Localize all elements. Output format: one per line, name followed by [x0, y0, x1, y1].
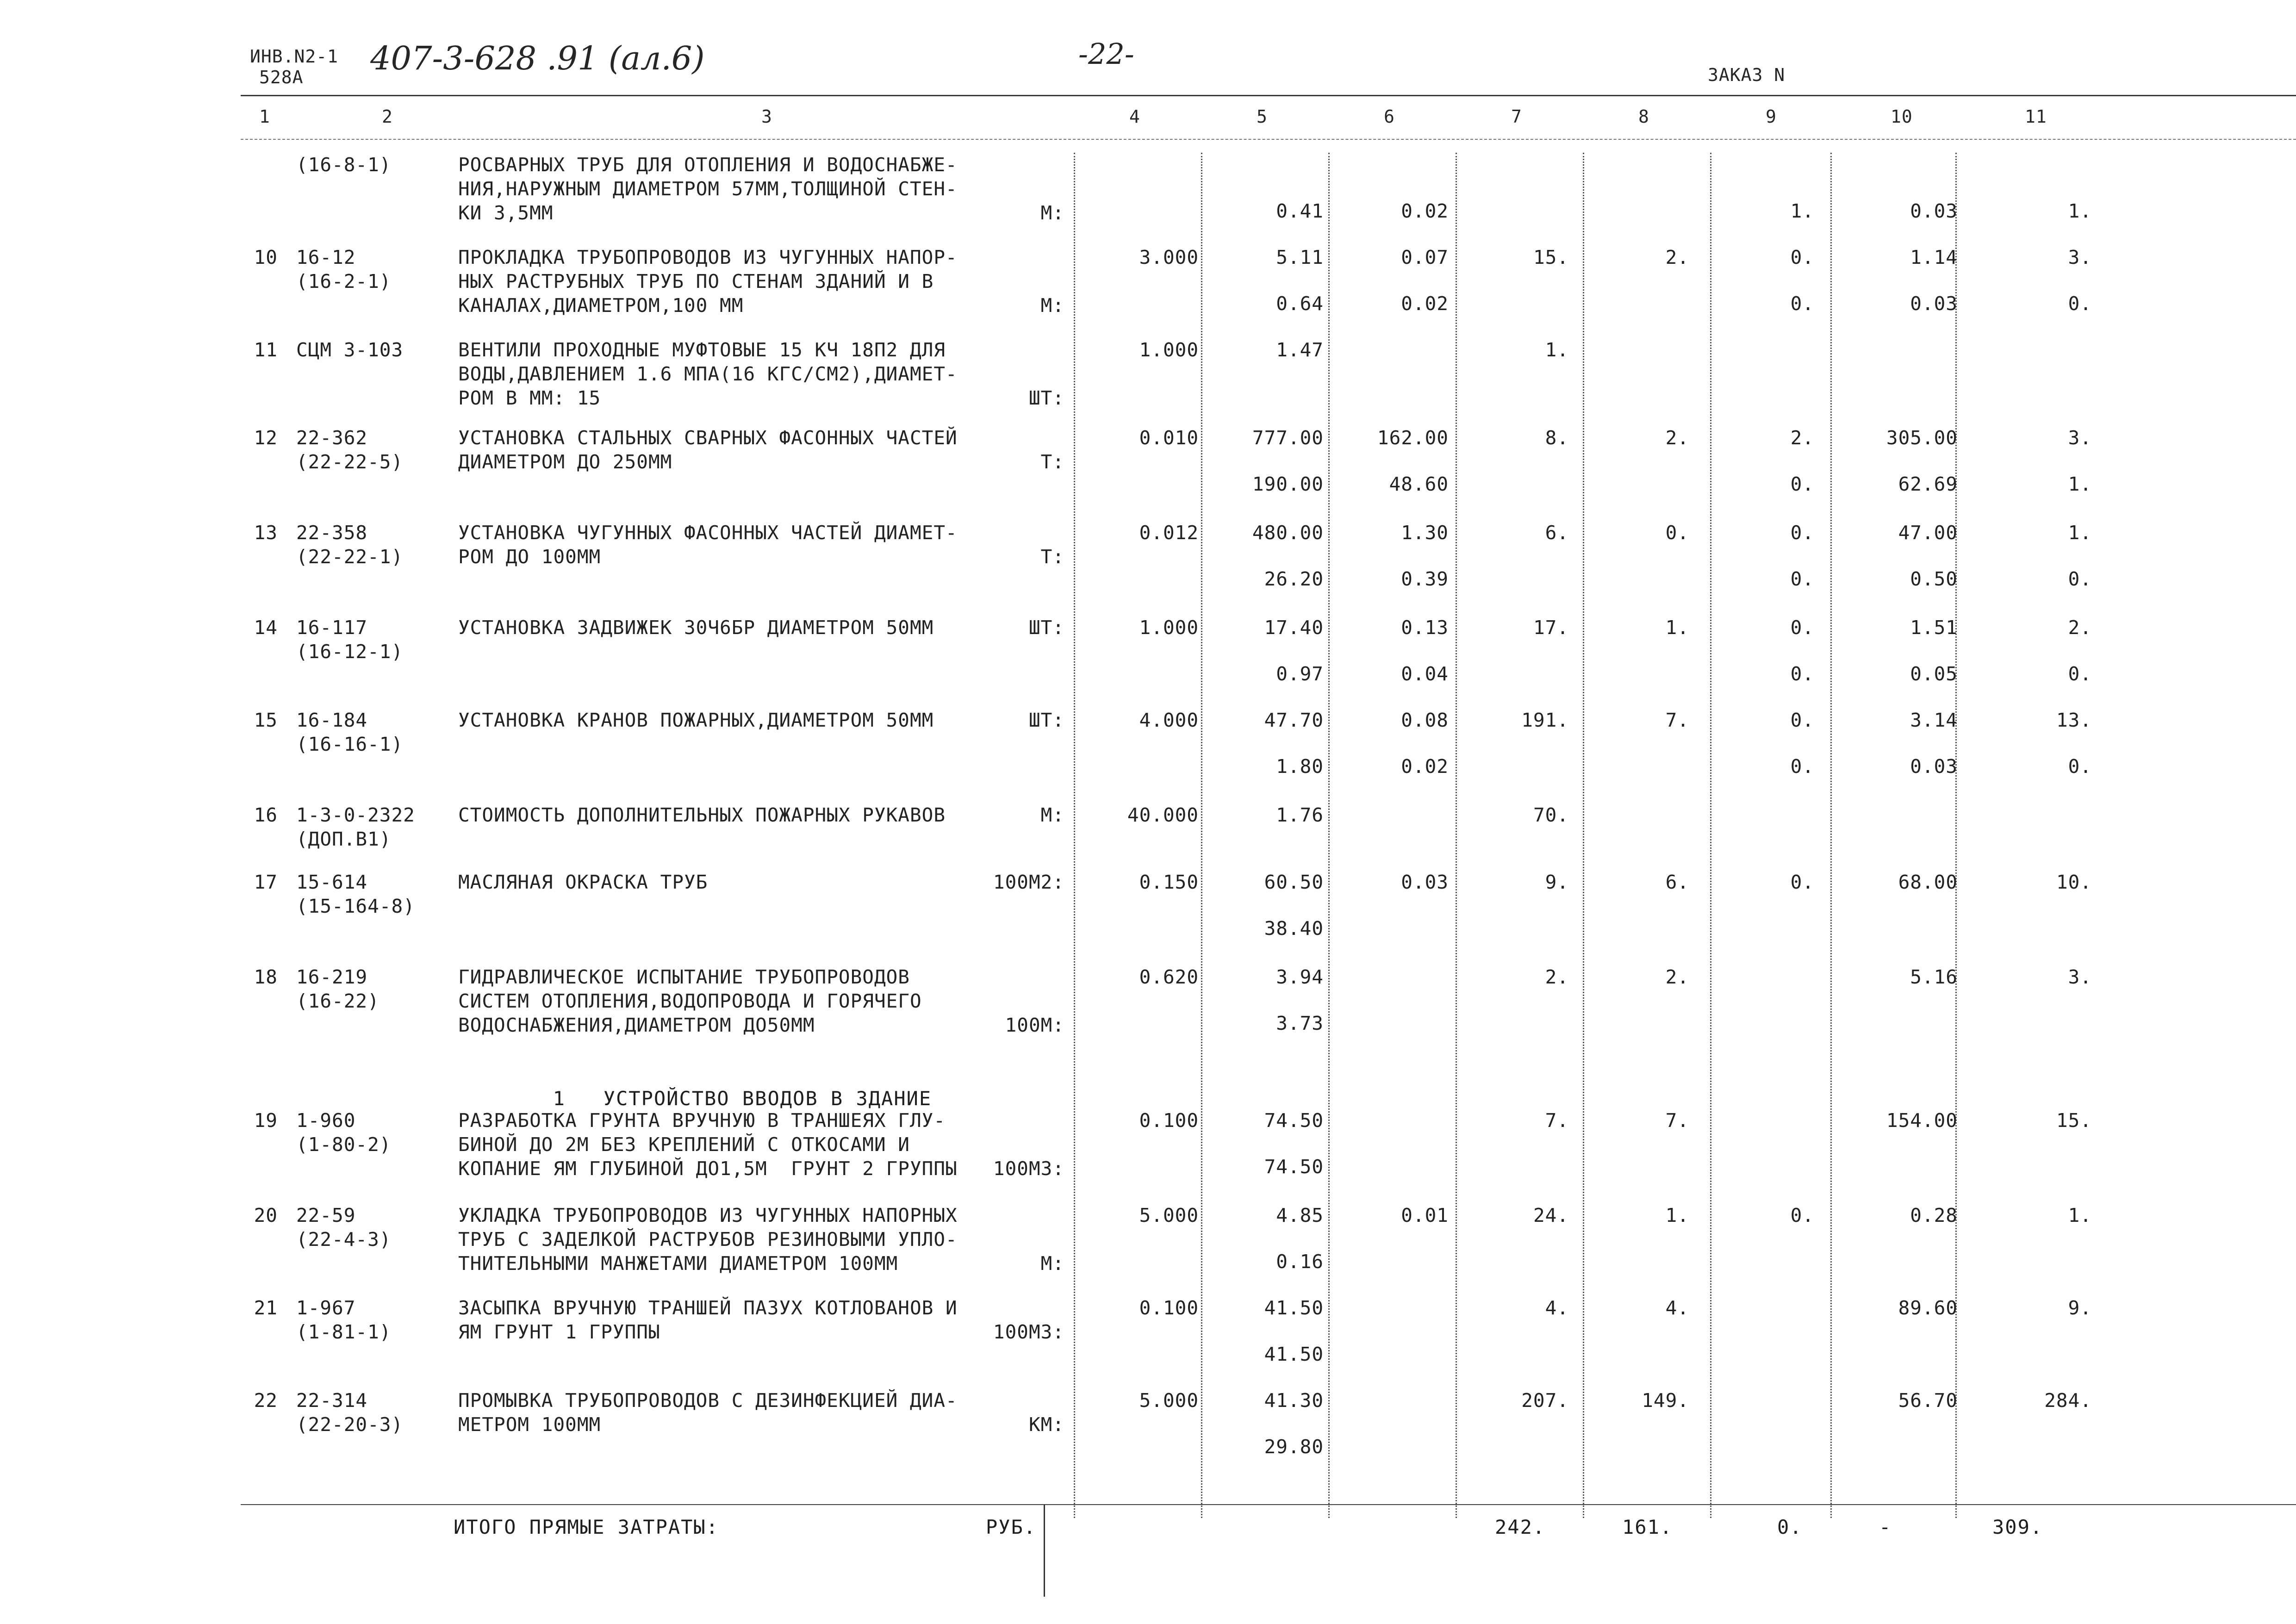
work-description: РОМ ДО 100ММ — [458, 546, 601, 568]
col-6: 0.03 — [1401, 871, 1449, 893]
col-10: 5.16 — [1910, 966, 1958, 988]
sub-col-6: 0.39 — [1401, 568, 1449, 590]
col-5: 17.40 — [1264, 616, 1324, 639]
sub-col-10: 0.05 — [1910, 663, 1958, 685]
col-9: 0. — [1790, 709, 1814, 731]
row-number: 19 — [254, 1109, 278, 1132]
rate-code: 15-614 — [296, 871, 368, 893]
column-header-10: 10 — [1891, 106, 1913, 127]
col-8: 6. — [1665, 871, 1689, 893]
table-row — [0, 870, 2296, 963]
col-5: 60.50 — [1264, 871, 1324, 893]
sub-col-11: 0. — [2068, 292, 2092, 315]
col-5: 1.47 — [1276, 339, 1324, 361]
section-number: 1 — [553, 1087, 566, 1110]
sub-col-5: 0.41 — [1276, 200, 1324, 222]
column-header-9: 9 — [1766, 106, 1777, 127]
col-8: 2. — [1665, 966, 1689, 988]
totals-unit: РУБ. — [986, 1516, 1037, 1538]
rate-code-secondary: (16-2-1) — [296, 270, 392, 292]
row-number: 17 — [254, 871, 278, 893]
sub-col-5: 0.16 — [1276, 1251, 1324, 1273]
work-description: СИСТЕМ ОТОПЛЕНИЯ,ВОДОПРОВОДА И ГОРЯЧЕГО — [458, 990, 922, 1012]
col-5: 3.94 — [1276, 966, 1324, 988]
row-number: 22 — [254, 1389, 278, 1412]
col-11: 3. — [2068, 966, 2092, 988]
sub-col-6: 0.02 — [1401, 292, 1449, 315]
totals-top-rule — [241, 1504, 2296, 1505]
col-9: 0. — [1790, 246, 1814, 268]
sub-col-11: 1. — [2068, 200, 2092, 222]
rate-code: (16-8-1) — [296, 154, 392, 176]
col-9: 0. — [1790, 616, 1814, 639]
col-10: 1.14 — [1910, 246, 1958, 268]
rate-code-secondary: (15-164-8) — [296, 895, 415, 917]
col-4: 1.000 — [1139, 616, 1199, 639]
col-11: 2. — [2068, 616, 2092, 639]
table-row — [0, 708, 2296, 801]
sub-col-10: 62.69 — [1898, 473, 1958, 495]
work-description: ПРОМЫВКА ТРУБОПРОВОДОВ С ДЕЗИНФЕКЦИЕЙ ДИА- — [458, 1389, 958, 1412]
col-7: 2. — [1545, 966, 1569, 988]
col-5: 4.85 — [1276, 1204, 1324, 1226]
work-description: УСТАНОВКА СТАЛЬНЫХ СВАРНЫХ ФАСОННЫХ ЧАСТЕЙ — [458, 427, 958, 449]
col-5: 480.00 — [1252, 522, 1324, 544]
row-number: 10 — [254, 246, 278, 268]
rate-code-secondary: (16-12-1) — [296, 641, 404, 663]
sub-col-11: 1. — [2068, 473, 2092, 495]
col-9: 0. — [1790, 522, 1814, 544]
column-header-11: 11 — [2025, 106, 2047, 127]
project-code: 407-3-628 .91 (ал.6) — [370, 39, 705, 77]
rate-code-secondary: (1-81-1) — [296, 1321, 392, 1343]
work-description: НЫХ РАСТРУБНЫХ ТРУБ ПО СТЕНАМ ЗДАНИЙ И В — [458, 270, 934, 292]
col-10: 1.51 — [1910, 616, 1958, 639]
work-description: ДИАМЕТРОМ ДО 250ММ — [458, 451, 672, 473]
col-5: 47.70 — [1264, 709, 1324, 731]
row-number: 11 — [254, 339, 278, 361]
work-description: СТОИМОСТЬ ДОПОЛНИТЕЛЬНЫХ ПОЖАРНЫХ РУКАВОВ — [458, 804, 946, 826]
sub-col-6: 0.02 — [1401, 755, 1449, 778]
rate-code: 1-960 — [296, 1109, 356, 1132]
sub-col-9: 0. — [1790, 292, 1814, 315]
sub-col-9: 0. — [1790, 663, 1814, 685]
work-description: ТНИТЕЛЬНЫМИ МАНЖЕТАМИ ДИАМЕТРОМ 100ММ — [458, 1252, 898, 1275]
col-8: 1. — [1665, 616, 1689, 639]
table-row — [0, 1108, 2296, 1201]
totals-label: ИТОГО ПРЯМЫЕ ЗАТРАТЫ: — [454, 1516, 719, 1538]
col-7: 70. — [1533, 804, 1569, 826]
totals-col-10: - — [1879, 1516, 1892, 1538]
work-description: ЗАСЫПКА ВРУЧНУЮ ТРАНШЕЙ ПАЗУХ КОТЛОВАНОВ И — [458, 1297, 958, 1319]
column-header-7: 7 — [1511, 106, 1522, 127]
rate-code: 22-362 — [296, 427, 368, 449]
col-4: 0.012 — [1139, 522, 1199, 544]
sub-col-10: 0.50 — [1910, 568, 1958, 590]
col-8: 7. — [1665, 1109, 1689, 1132]
rate-code-secondary: (16-22) — [296, 990, 380, 1012]
col-11: 284. — [2044, 1389, 2092, 1412]
unit-of-measure: М: — [1040, 804, 1064, 826]
col-8: 4. — [1665, 1297, 1689, 1319]
sub-col-6: 0.04 — [1401, 663, 1449, 685]
col-11: 13. — [2056, 709, 2092, 731]
col-7: 9. — [1545, 871, 1569, 893]
unit-of-measure: ШТ: — [1028, 616, 1064, 639]
col-11: 1. — [2068, 522, 2092, 544]
sub-col-9: 0. — [1790, 568, 1814, 590]
rate-code: СЦМ 3-103 — [296, 339, 404, 361]
col-10: 89.60 — [1898, 1297, 1958, 1319]
table-row — [0, 338, 2296, 430]
sub-col-11: 0. — [2068, 568, 2092, 590]
rate-code: 22-358 — [296, 522, 368, 544]
work-description: МЕТРОМ 100ММ — [458, 1413, 601, 1436]
work-description: ТРУБ С ЗАДЕЛКОЙ РАСТРУБОВ РЕЗИНОВЫМИ УПЛО- — [458, 1228, 958, 1251]
inventory-label: ИНВ.N2-1 — [250, 46, 339, 67]
col-7: 1. — [1545, 339, 1569, 361]
sub-col-6: 48.60 — [1389, 473, 1449, 495]
rate-code: 1-3-0-2322 — [296, 804, 415, 826]
table-row — [0, 153, 2296, 245]
work-description: ГИДРАВЛИЧЕСКОЕ ИСПЫТАНИЕ ТРУБОПРОВОДОВ — [458, 966, 910, 988]
col-7: 4. — [1545, 1297, 1569, 1319]
col-7: 15. — [1533, 246, 1569, 268]
col-9: 0. — [1790, 871, 1814, 893]
sub-col-5: 190.00 — [1252, 473, 1324, 495]
col-4: 40.000 — [1127, 804, 1199, 826]
rate-code-secondary: (1-80-2) — [296, 1133, 392, 1156]
work-description: УСТАНОВКА ЧУГУННЫХ ФАСОННЫХ ЧАСТЕЙ ДИАМЕТ- — [458, 522, 958, 544]
work-description: РОМ В ММ: 15 — [458, 387, 601, 409]
column-header-8: 8 — [1638, 106, 1649, 127]
column-header-5: 5 — [1257, 106, 1268, 127]
row-number: 20 — [254, 1204, 278, 1226]
column-header-2: 2 — [382, 106, 393, 127]
row-number: 21 — [254, 1297, 278, 1319]
col-11: 1. — [2068, 1204, 2092, 1226]
rate-code: 16-219 — [296, 966, 368, 988]
work-description: ПРОКЛАДКА ТРУБОПРОВОДОВ ИЗ ЧУГУННЫХ НАПОР- — [458, 246, 958, 268]
vertical-margin-line — [1044, 1504, 1045, 1597]
col-4: 5.000 — [1139, 1389, 1199, 1412]
page-number: -22- — [1078, 37, 1134, 71]
work-description: ВЕНТИЛИ ПРОХОДНЫЕ МУФТОВЫЕ 15 КЧ 18П2 ДЛЯ — [458, 339, 946, 361]
row-number: 15 — [254, 709, 278, 731]
col-4: 0.620 — [1139, 966, 1199, 988]
col-9: 0. — [1790, 1204, 1814, 1226]
col-5: 41.30 — [1264, 1389, 1324, 1412]
col-5: 41.50 — [1264, 1297, 1324, 1319]
sub-col-9: 0. — [1790, 473, 1814, 495]
rate-code-secondary: (ДОП.В1) — [296, 828, 392, 850]
sub-col-5: 0.97 — [1276, 663, 1324, 685]
rate-code: 16-12 — [296, 246, 356, 268]
col-8: 1. — [1665, 1204, 1689, 1226]
col-10: 0.28 — [1910, 1204, 1958, 1226]
col-10: 47.00 — [1898, 522, 1958, 544]
rate-code-secondary: (16-16-1) — [296, 733, 404, 755]
col-8: 2. — [1665, 246, 1689, 268]
unit-of-measure: 100М3: — [993, 1157, 1064, 1180]
row-number: 14 — [254, 616, 278, 639]
table-row — [0, 1388, 2296, 1481]
col-5: 777.00 — [1252, 427, 1324, 449]
unit-of-measure: КМ: — [1028, 1413, 1064, 1436]
col-11: 10. — [2056, 871, 2092, 893]
sub-col-5: 26.20 — [1264, 568, 1324, 590]
row-number: 12 — [254, 427, 278, 449]
row-number: 16 — [254, 804, 278, 826]
order-label: ЗАКАЗ N — [1708, 65, 1786, 85]
col-8: 7. — [1665, 709, 1689, 731]
unit-of-measure: 100М2: — [993, 871, 1064, 893]
sub-col-10: 0.03 — [1910, 200, 1958, 222]
rate-code: 16-184 — [296, 709, 368, 731]
table-row — [0, 521, 2296, 613]
sub-col-5: 1.80 — [1276, 755, 1324, 778]
unit-of-measure: 100М: — [1005, 1014, 1064, 1036]
column-header-3: 3 — [761, 106, 772, 127]
col-6: 0.01 — [1401, 1204, 1449, 1226]
totals-col-11: 309. — [1992, 1516, 2043, 1538]
unit-of-measure: Т: — [1040, 451, 1064, 473]
sub-col-10: 0.03 — [1910, 755, 1958, 778]
col-6: 0.08 — [1401, 709, 1449, 731]
work-description: МАСЛЯНАЯ ОКРАСКА ТРУБ — [458, 871, 708, 893]
sub-col-6: 0.02 — [1401, 200, 1449, 222]
col-4: 0.100 — [1139, 1297, 1199, 1319]
col-8: 149. — [1642, 1389, 1689, 1412]
rate-code-secondary: (22-22-5) — [296, 451, 404, 473]
sub-col-11: 0. — [2068, 755, 2092, 778]
work-description: ВОДЫ,ДАВЛЕНИЕМ 1.6 МПА(16 КГС/СМ2),ДИАМЕТ- — [458, 363, 958, 385]
col-10: 56.70 — [1898, 1389, 1958, 1412]
col-11: 15. — [2056, 1109, 2092, 1132]
col-11: 3. — [2068, 246, 2092, 268]
col-11: 3. — [2068, 427, 2092, 449]
inventory-number: 528А — [259, 67, 304, 87]
sub-col-5: 0.64 — [1276, 292, 1324, 315]
row-number: 13 — [254, 522, 278, 544]
col-11: 9. — [2068, 1297, 2092, 1319]
work-description: БИНОЙ ДО 2М БЕЗ КРЕПЛЕНИЙ С ОТКОСАМИ И — [458, 1133, 910, 1156]
table-row — [0, 616, 2296, 708]
work-description: УСТАНОВКА КРАНОВ ПОЖАРНЫХ,ДИАМЕТРОМ 50ММ — [458, 709, 934, 731]
col-5: 1.76 — [1276, 804, 1324, 826]
rate-code-secondary: (22-4-3) — [296, 1228, 392, 1251]
work-description: НИЯ,НАРУЖНЫМ ДИАМЕТРОМ 57ММ,ТОЛЩИНОЙ СТЕН- — [458, 178, 958, 200]
rate-code: 22-314 — [296, 1389, 368, 1412]
work-description: УСТАНОВКА ЗАДВИЖЕК 30Ч6БР ДИАМЕТРОМ 50ММ — [458, 616, 934, 639]
work-description: РОСВАРНЫХ ТРУБ ДЛЯ ОТОПЛЕНИЯ И ВОДОСНАБЖЕ- — [458, 154, 958, 176]
col-4: 1.000 — [1139, 339, 1199, 361]
col-5: 74.50 — [1264, 1109, 1324, 1132]
col-10: 305.00 — [1886, 427, 1958, 449]
col-10: 154.00 — [1886, 1109, 1958, 1132]
col-8: 0. — [1665, 522, 1689, 544]
col-4: 0.010 — [1139, 427, 1199, 449]
col-7: 191. — [1521, 709, 1569, 731]
col-6: 1.30 — [1401, 522, 1449, 544]
totals-col-9: 0. — [1777, 1516, 1803, 1538]
col-7: 7. — [1545, 1109, 1569, 1132]
col-9: 2. — [1790, 427, 1814, 449]
sub-col-5: 74.50 — [1264, 1156, 1324, 1178]
col-7: 6. — [1545, 522, 1569, 544]
sub-col-11: 0. — [2068, 663, 2092, 685]
col-7: 8. — [1545, 427, 1569, 449]
col-4: 5.000 — [1139, 1204, 1199, 1226]
totals-col-8: 161. — [1622, 1516, 1673, 1538]
work-description: УКЛАДКА ТРУБОПРОВОДОВ ИЗ ЧУГУННЫХ НАПОРНЫХ — [458, 1204, 958, 1226]
col-7: 24. — [1533, 1204, 1569, 1226]
sub-col-5: 38.40 — [1264, 917, 1324, 940]
col-5: 5.11 — [1276, 246, 1324, 268]
col-10: 68.00 — [1898, 871, 1958, 893]
col-4: 4.000 — [1139, 709, 1199, 731]
rate-code: 16-117 — [296, 616, 368, 639]
work-description: РАЗРАБОТКА ГРУНТА ВРУЧНУЮ В ТРАНШЕЯХ ГЛУ- — [458, 1109, 946, 1132]
unit-of-measure: Т: — [1040, 546, 1064, 568]
sub-col-5: 3.73 — [1276, 1012, 1324, 1034]
sub-col-5: 29.80 — [1264, 1436, 1324, 1458]
col-6: 0.07 — [1401, 246, 1449, 268]
table-row — [0, 426, 2296, 518]
col-10: 3.14 — [1910, 709, 1958, 731]
unit-of-measure: 100М3: — [993, 1321, 1064, 1343]
rate-code: 1-967 — [296, 1297, 356, 1319]
section-title: УСТРОЙСТВО ВВОДОВ В ЗДАНИЕ — [603, 1087, 932, 1110]
table-row — [0, 245, 2296, 338]
work-description: КИ 3,5ММ — [458, 202, 554, 224]
column-header-4: 4 — [1129, 106, 1140, 127]
col-6: 0.13 — [1401, 616, 1449, 639]
col-4: 3.000 — [1139, 246, 1199, 268]
work-description: ЯМ ГРУНТ 1 ГРУППЫ — [458, 1321, 660, 1343]
col-4: 0.100 — [1139, 1109, 1199, 1132]
row-number: 18 — [254, 966, 278, 988]
section-heading — [528, 1064, 932, 1110]
col-4: 0.150 — [1139, 871, 1199, 893]
col-7: 17. — [1533, 616, 1569, 639]
sub-col-9: 1. — [1790, 200, 1814, 222]
table-row — [0, 965, 2296, 1058]
work-description: КАНАЛАХ,ДИАМЕТРОМ,100 ММ — [458, 294, 744, 317]
unit-of-measure: М: — [1040, 202, 1064, 224]
sub-col-9: 0. — [1790, 755, 1814, 778]
rate-code-secondary: (22-20-3) — [296, 1413, 404, 1436]
unit-of-measure: ШТ: — [1028, 709, 1064, 731]
table-row — [0, 1296, 2296, 1388]
unit-of-measure: ШТ: — [1028, 387, 1064, 409]
totals-col-7: 242. — [1495, 1516, 1546, 1538]
unit-of-measure: М: — [1040, 294, 1064, 317]
table-row — [0, 1203, 2296, 1296]
column-header-1: 1 — [259, 106, 270, 127]
rate-code: 22-59 — [296, 1204, 356, 1226]
sub-col-10: 0.03 — [1910, 292, 1958, 315]
rate-code-secondary: (22-22-1) — [296, 546, 404, 568]
col-6: 162.00 — [1377, 427, 1449, 449]
work-description: ВОДОСНАБЖЕНИЯ,ДИАМЕТРОМ ДО50ММ — [458, 1014, 815, 1036]
sub-col-5: 41.50 — [1264, 1343, 1324, 1365]
col-8: 2. — [1665, 427, 1689, 449]
unit-of-measure: М: — [1040, 1252, 1064, 1275]
work-description: КОПАНИЕ ЯМ ГЛУБИНОЙ ДО1,5М ГРУНТ 2 ГРУППЫ — [458, 1157, 958, 1180]
column-header-6: 6 — [1384, 106, 1395, 127]
col-7: 207. — [1521, 1389, 1569, 1412]
